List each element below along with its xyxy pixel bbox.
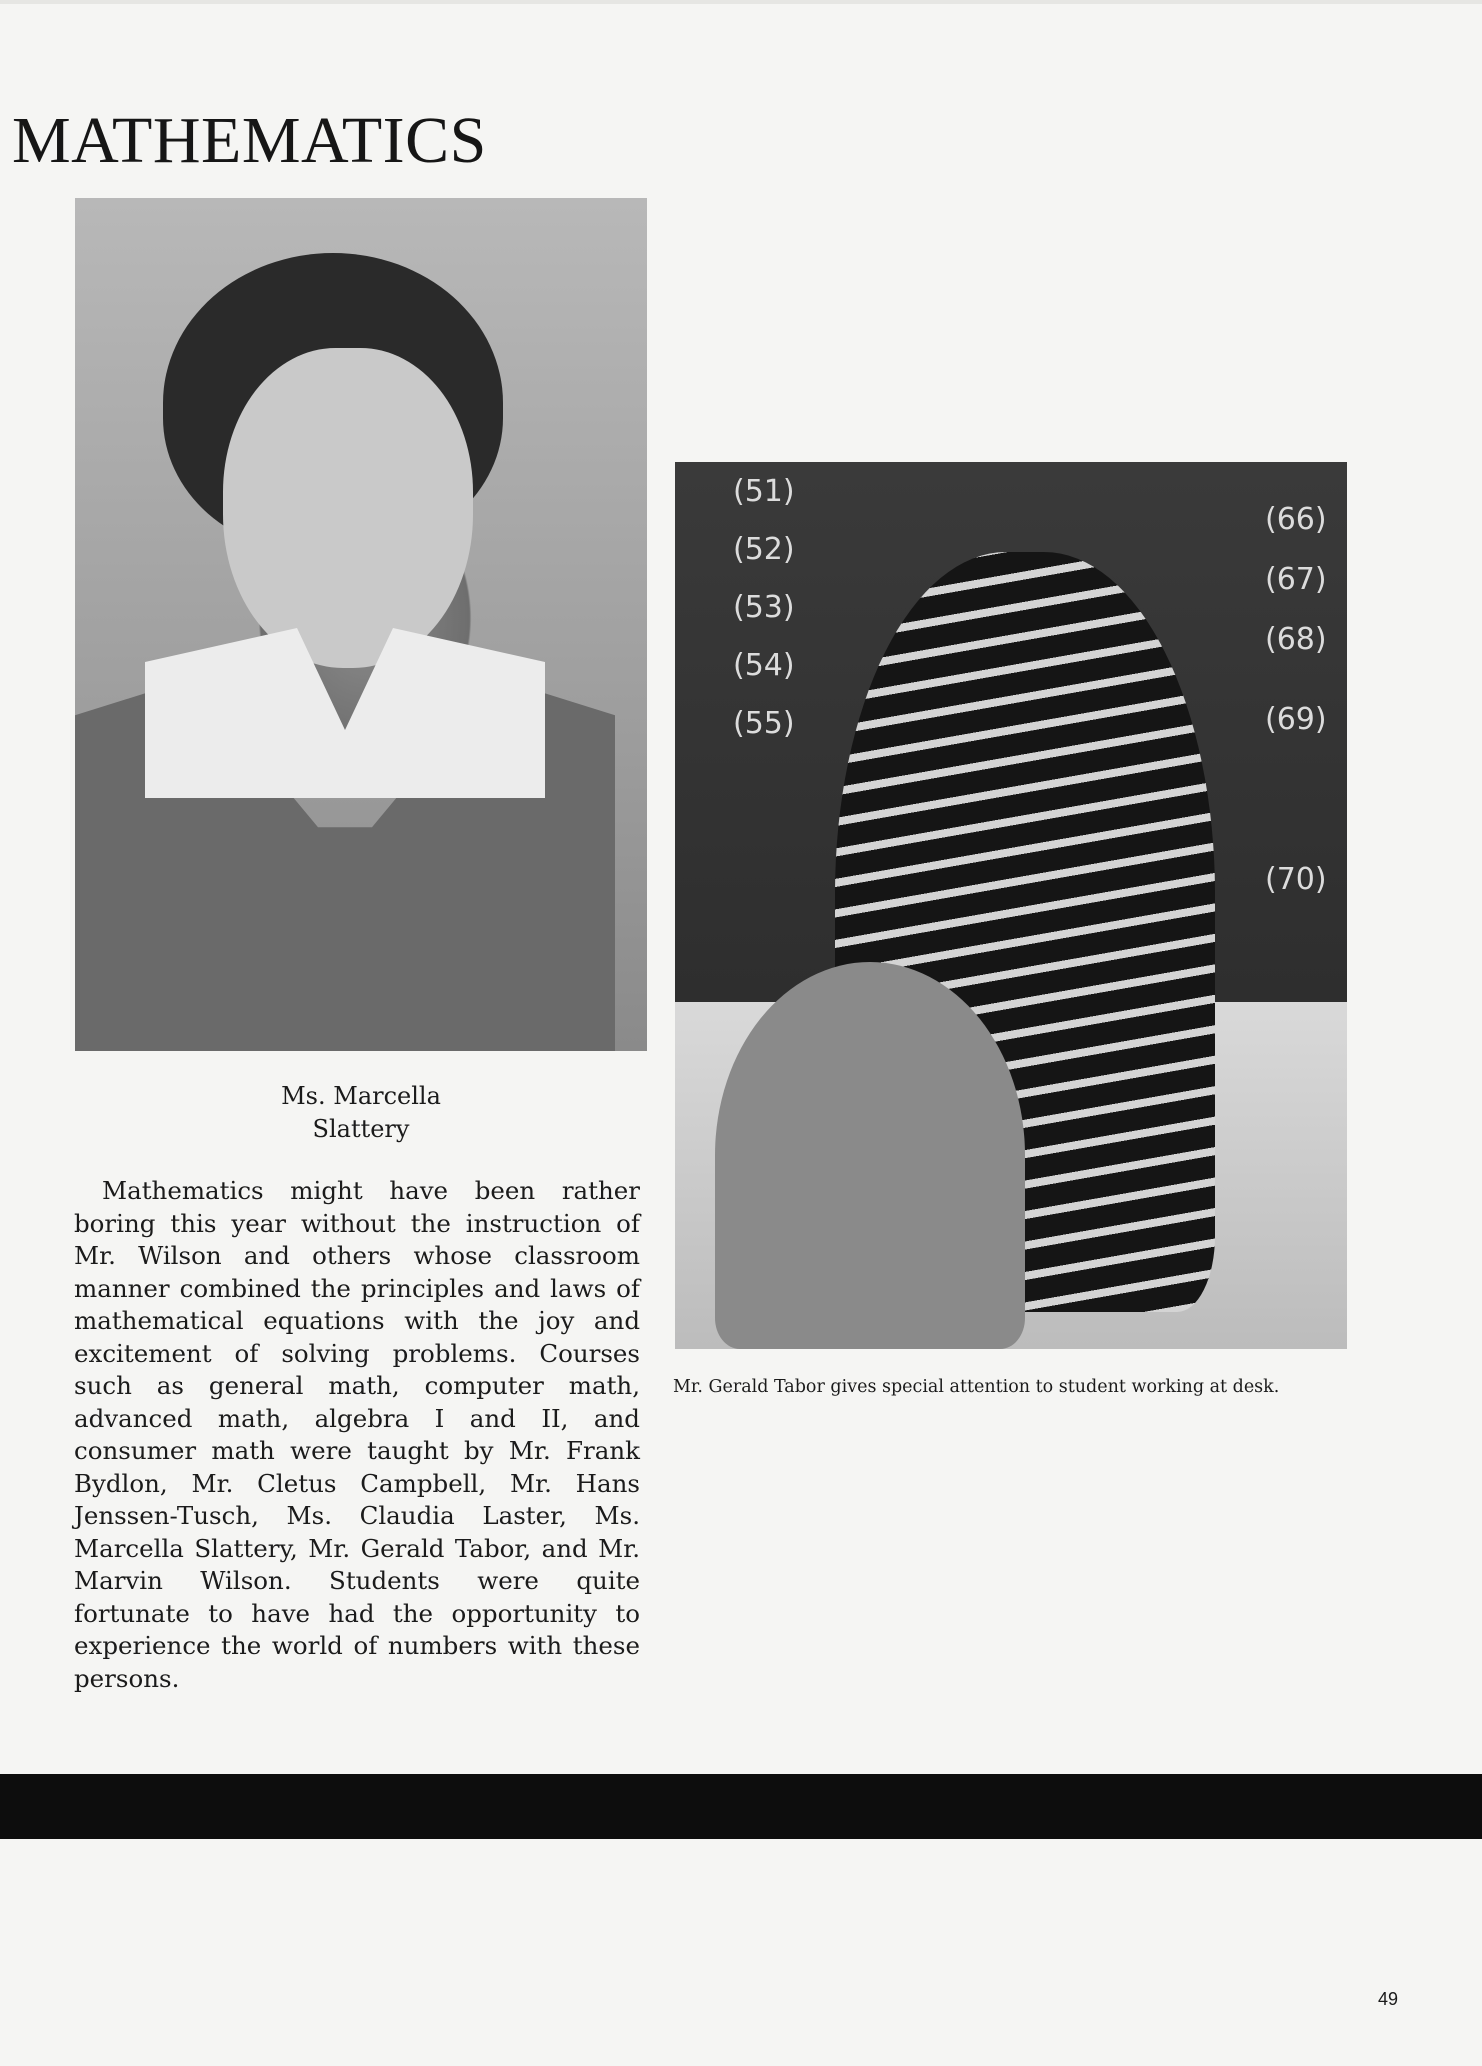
classroom-photo	[675, 462, 1347, 1349]
classroom-photo-caption: Mr. Gerald Tabor gives special attention to student working at desk.	[673, 1377, 1280, 1397]
chalk-mark: (70)	[1265, 862, 1327, 897]
portrait-name-line1: Ms. Marcella	[281, 1082, 441, 1110]
chalk-mark: (66)	[1265, 502, 1327, 537]
portrait-caption	[75, 1080, 647, 1146]
page-title: MATHEMATICS	[12, 104, 487, 177]
chalk-mark: (53)	[733, 590, 795, 625]
chalk-mark: (69)	[1265, 702, 1327, 737]
chalk-mark: (52)	[733, 532, 795, 567]
portrait-name-line2: Slattery	[312, 1115, 410, 1143]
portrait-face	[223, 348, 473, 668]
chalk-mark: (54)	[733, 648, 795, 683]
page-number: 49	[1378, 1989, 1399, 2009]
portrait-photo	[75, 198, 647, 1051]
chalk-mark: (55)	[733, 706, 795, 741]
chalk-mark: (51)	[733, 474, 795, 509]
page-top-edge	[0, 0, 1482, 4]
article-body: Mathematics might have been rather boring this year without the instruction of Mr. Wilson and others whose classroom manner combined the principles and laws of mathematical equations with the joy and excitement of solving problems. Courses such as general math, computer math, advanced math, algebra I and II, and consumer math were taught by Mr. Frank Bydlon, Mr. Cletus Campbell, Mr. Hans Jenssen-Tusch, Ms. Claudia Laster, Ms. Marcella Slattery, Mr. Gerald Tabor, and Mr. Marvin Wilson. Students were quite fortunate to have had the opportunity to experience the world of numbers with these persons.	[74, 1176, 640, 1693]
chalk-mark: (67)	[1265, 562, 1327, 597]
footer-band	[0, 1774, 1482, 1839]
chalk-mark: (68)	[1265, 622, 1327, 657]
student-figure	[715, 962, 1025, 1349]
